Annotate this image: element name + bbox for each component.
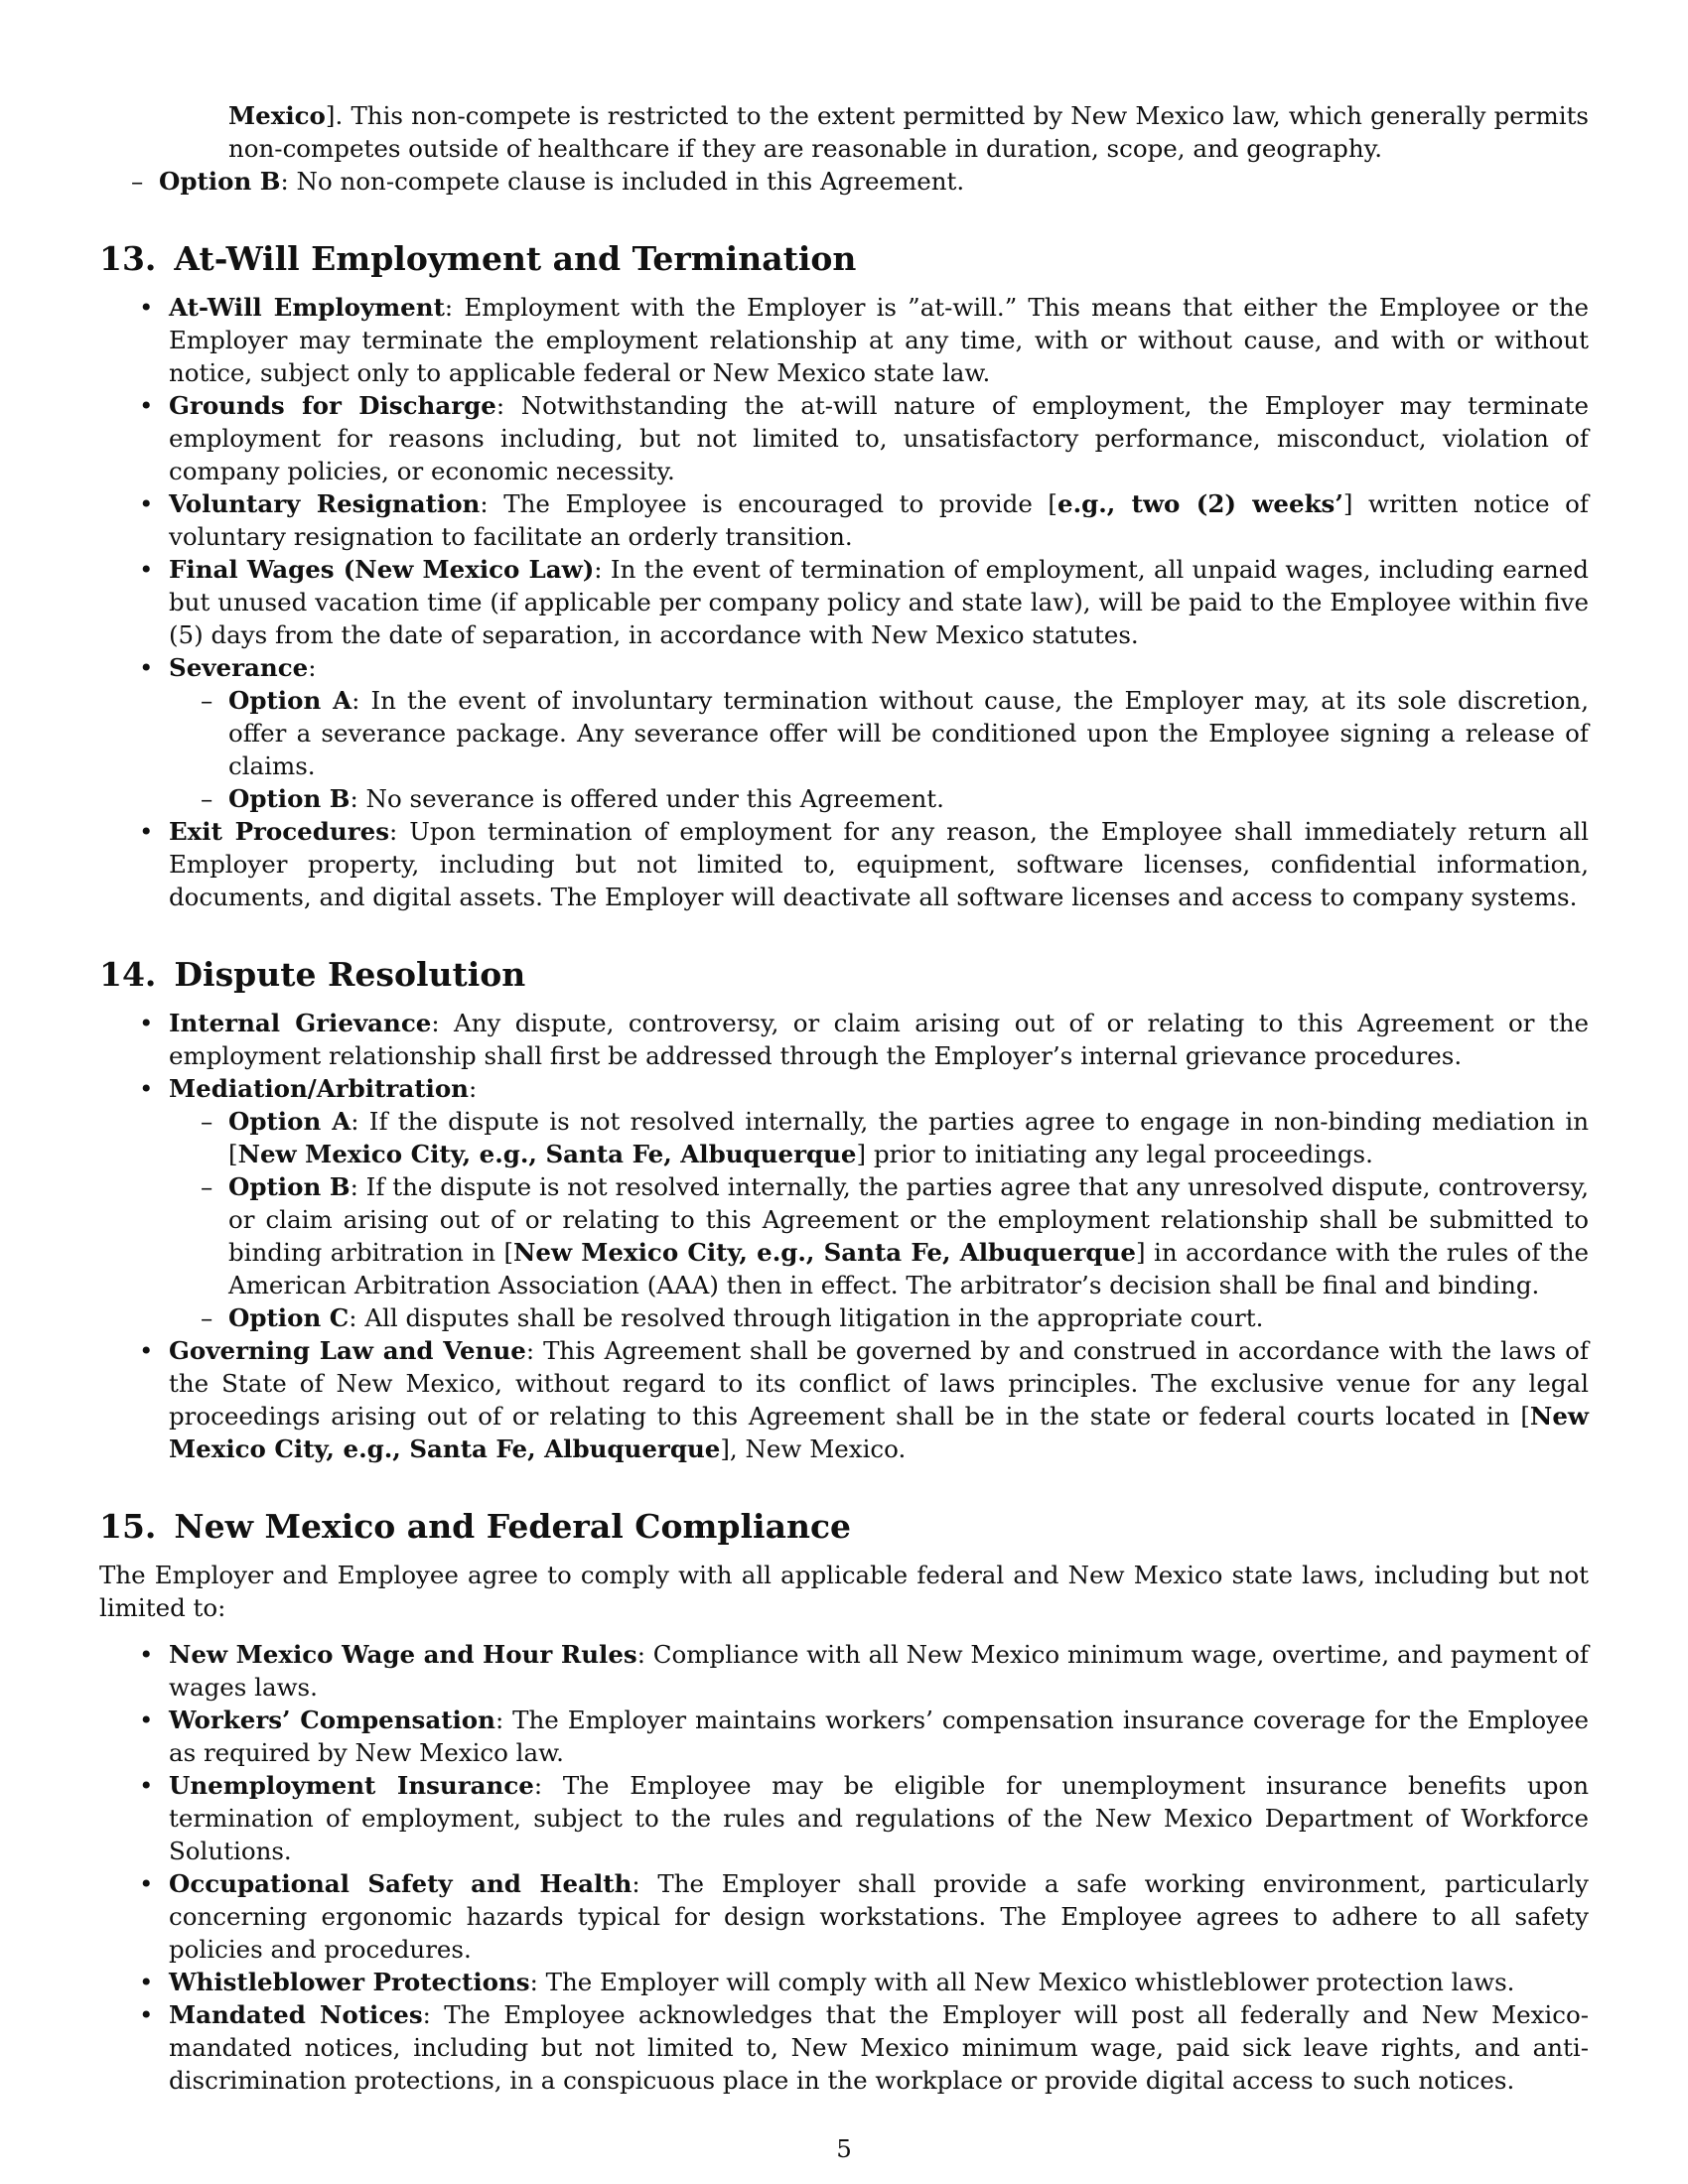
item-label: New Mexico Wage and Hour Rules <box>169 1640 637 1669</box>
option-text: : In the event of involuntary termination without cause, the Employer may, at its sole discretion, offer a severance package. Any severance offer will be conditioned upon the Employee signing a release of claims. <box>228 686 1589 780</box>
list-item <box>99 1998 1589 2097</box>
section-15-heading <box>99 1507 1589 1547</box>
item-text: : The Employer shall provide a safe working environment, particularly concerning ergonomic hazards typical for design workstations. The Employee agrees to adhere to all safety policies and procedures. <box>169 1869 1589 1964</box>
severance-options <box>169 684 1589 815</box>
option-text: : All disputes shall be resolved through litigation in the appropriate court. <box>349 1303 1264 1332</box>
option-label: Option A <box>228 686 352 715</box>
option-b-label: Option B <box>159 167 281 196</box>
item-label: Exit Procedures <box>169 817 389 846</box>
section-14-title: Dispute Resolution <box>174 955 526 994</box>
item-label: Whistleblower Protections <box>169 1968 530 1996</box>
option-text: ] prior to initiating any legal proceedings. <box>856 1140 1373 1168</box>
list-item: • Voluntary Resignation: The Employee is encouraged to provide [e.g., two (2) weeks’] written notice of voluntary resignation to facilitate an orderly transition. <box>99 487 1589 553</box>
list-item <box>169 782 1589 815</box>
item-text: : The Employee acknowledges that the Employer will post all federally and New Mexico-mandated notices, including but not limited to, New Mexico minimum wage, paid sick leave rights, and anti-discrimination protections, in a conspicuous place in the workplace or provide digital access to such notices. <box>169 2000 1589 2095</box>
list-item <box>169 684 1589 782</box>
list-item <box>99 815 1589 913</box>
item-label: Internal Grievance <box>169 1009 432 1037</box>
option-label: Option C <box>228 1303 350 1332</box>
item-text: : Any dispute, controversy, or claim arising out of or relating to this Agreement or the employment relationship shall first be addressed through the Employer’s internal grievance procedures. <box>169 1009 1589 1070</box>
item-text: : <box>308 653 317 682</box>
list-item <box>99 1072 1589 1334</box>
item-label: Voluntary Resignation <box>169 489 481 518</box>
item-label: Governing Law and Venue <box>169 1336 526 1365</box>
item-label: Unemployment Insurance <box>169 1771 534 1800</box>
item-text: : The Employer maintains workers’ compensation insurance coverage for the Employee as required by New Mexico law. <box>169 1706 1589 1767</box>
list-item <box>99 651 1589 815</box>
item-label: Occupational Safety and Health <box>169 1869 633 1898</box>
list-item <box>99 1769 1589 1867</box>
noncompete-option-b <box>99 165 1589 198</box>
list-item <box>99 1334 1589 1465</box>
option-b-text: : No non-compete clause is included in this Agreement. <box>280 167 965 196</box>
list-item <box>99 553 1589 651</box>
item-label: Grounds for Discharge <box>169 391 496 420</box>
item-text: : <box>468 1074 478 1103</box>
list-item <box>99 1638 1589 1704</box>
item-label: At-Will Employment <box>169 293 445 322</box>
item-text: : Notwithstanding the at-will nature of employment, the Employer may terminate employment for reasons including, but not limited to, unsatisfactory performance, misconduct, violation of company policies, or economic necessity. <box>169 391 1589 485</box>
section-13-title: At-Will Employment and Termination <box>174 239 857 278</box>
list-item <box>99 389 1589 487</box>
option-bold: New Mexico City, e.g., Santa Fe, Albuquerque <box>513 1238 1136 1267</box>
item-label: Workers’ Compensation <box>169 1706 495 1734</box>
list-item <box>169 1105 1589 1170</box>
document-page <box>99 99 1589 2097</box>
item-text: ], New Mexico. <box>720 1434 907 1463</box>
mediation-options <box>169 1105 1589 1334</box>
option-text: : If the dispute is not resolved internally, the parties agree that any unresolved dispute, controversy, or claim arising out of or relating to this Agreement or the employment relationship shall be submitted to binding arbitration in [ <box>228 1172 1589 1267</box>
list-item <box>169 1301 1589 1334</box>
noncompete-option-b-list <box>99 165 1589 198</box>
item-text: : The Employee is encouraged to provide <box>480 489 1049 518</box>
option-bold: New Mexico City, e.g., Santa Fe, Albuquerque <box>237 1140 857 1168</box>
item-bracket-bold: e.g., two (2) weeks’ <box>1056 489 1343 518</box>
item-text: : The Employee may be eligible for unemployment insurance benefits upon termination of employment, subject to the rules and regulations of the New Mexico Department of Workforce Solutions. <box>169 1771 1590 1865</box>
section-13-list <box>99 291 1589 913</box>
list-item <box>169 1170 1589 1301</box>
item-text: written notice of voluntary resignation to facilitate an orderly transition. <box>169 489 1589 551</box>
section-14-heading <box>99 955 1589 995</box>
list-item <box>99 1867 1589 1966</box>
section-15-intro: The Employer and Employee agree to comply with all applicable federal and New Mexico state laws, including but not limited to: <box>99 1561 1589 1622</box>
section-13-heading <box>99 239 1589 279</box>
option-a-tail-bold: Mexico <box>228 101 326 130</box>
item-label: Severance <box>169 653 309 682</box>
item-text: : Employment with the Employer is ”at-will.” This means that either the Employee or the Employer may terminate the employment relationship at any time, with or without cause, and with or without notice, subject only to applicable federal or New Mexico state law. <box>169 293 1590 387</box>
option-text: ] in accordance with the rules of the American Arbitration Association (AAA) then in effect. The arbitrator’s decision shall be final and binding. <box>228 1238 1589 1299</box>
page-number: 5 <box>836 2134 852 2163</box>
list-item <box>99 1704 1589 1769</box>
item-text: : Upon termination of employment for any reason, the Employee shall immediately return all Employer property, including but not limited to, equipment, software licenses, confidential information, documents, and digital assets. The Employer will deactivate all software licenses and access to company systems. <box>169 817 1589 911</box>
item-bold: New Mexico City, e.g., Santa Fe, Albuquerque <box>169 1402 1589 1463</box>
item-text: : This Agreement shall be governed by and construed in accordance with the laws of the State of New Mexico, without regard to its conflict of laws principles. The exclusive venue for any legal proceedings arising out of or relating to this Agreement shall be in the state or federal courts located in [ <box>169 1336 1589 1431</box>
section-14-list <box>99 1007 1589 1465</box>
section-15-number: 15. <box>99 1507 157 1546</box>
list-item <box>99 1966 1589 1998</box>
item-label: Final Wages (New Mexico Law) <box>169 555 595 584</box>
item-text: : In the event of termination of employment, all unpaid wages, including earned but unused vacation time (if applicable per company policy and state law), will be paid to the Employee within five (5) days from the date of separation, in accordance with New Mexico statutes. <box>169 555 1589 649</box>
noncompete-option-a-continuation: Mexico]. This non-compete is restricted to the extent permitted by New Mexico law, which generally permits non-competes outside of healthcare if they are reasonable in duration, scope, and geography. <box>228 101 1589 163</box>
item-label: Mediation/Arbitration <box>169 1074 469 1103</box>
item-text: : Compliance with all New Mexico minimum wage, overtime, and payment of wages laws. <box>169 1640 1589 1702</box>
list-item <box>99 291 1589 389</box>
section-14-number: 14. <box>99 955 157 994</box>
option-label: Option A <box>228 1107 352 1136</box>
option-text: : If the dispute is not resolved internally, the parties agree to engage in non-binding mediation in [ <box>228 1107 1590 1168</box>
item-text: : The Employer will comply with all New Mexico whistleblower protection laws. <box>529 1968 1515 1996</box>
option-label: Option B <box>228 1172 351 1201</box>
section-15-list <box>99 1638 1589 2097</box>
option-a-tail-text: . This non-compete is restricted to the extent permitted by New Mexico law, which generally permits non-competes outside of healthcare if they are reasonable in duration, scope, and geography. <box>228 101 1589 163</box>
section-13-number: 13. <box>99 239 157 278</box>
option-text: : No severance is offered under this Agreement. <box>350 784 944 813</box>
list-item <box>99 1007 1589 1072</box>
item-label: Mandated Notices <box>169 2000 423 2029</box>
option-label: Option B <box>228 784 351 813</box>
section-15-title: New Mexico and Federal Compliance <box>174 1507 852 1546</box>
